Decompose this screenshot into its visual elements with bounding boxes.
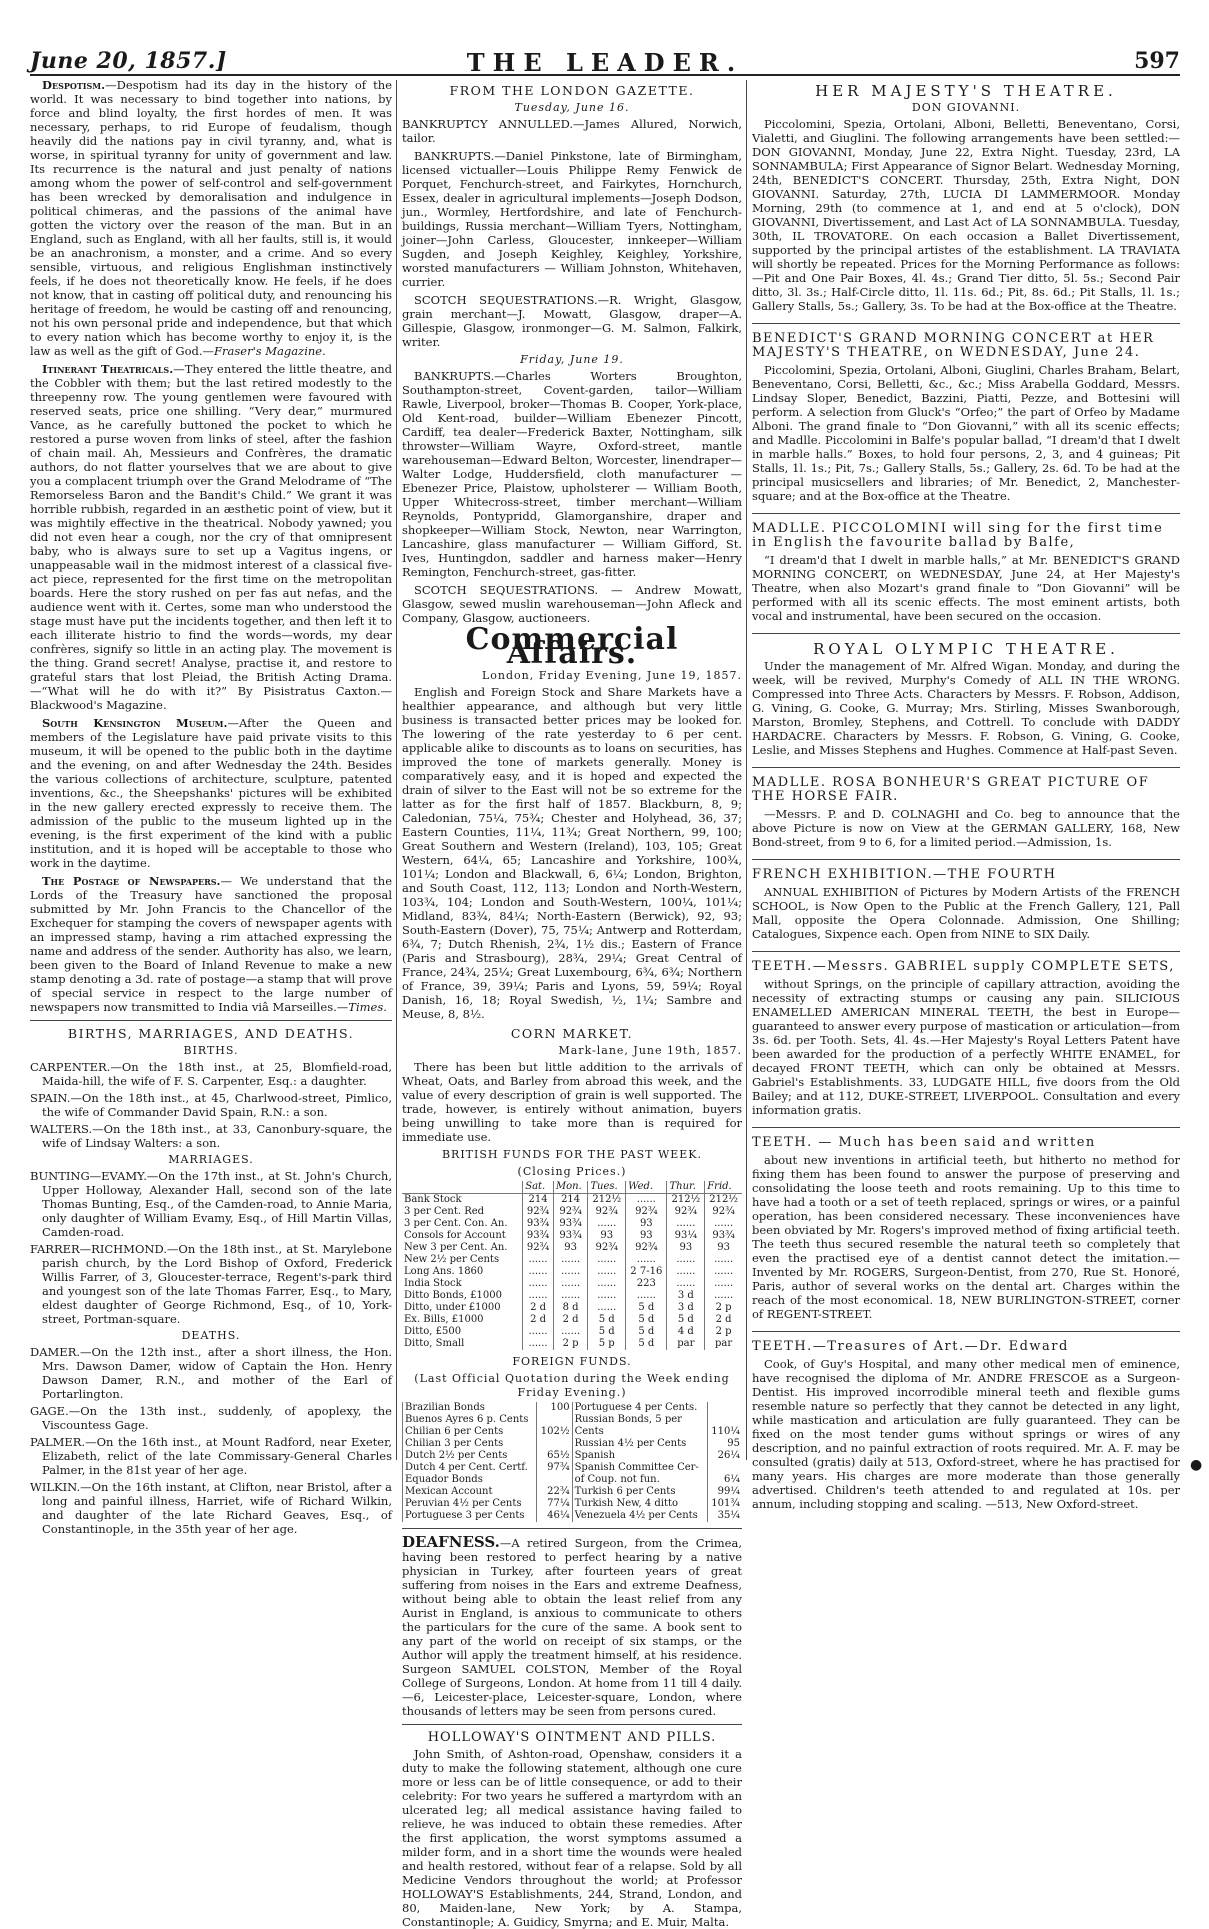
table-cell: 5 d [588, 1326, 626, 1338]
table-cell: Ditto, under £1000 [404, 1302, 501, 1313]
gazette-sequestrations: SCOTCH SEQUESTRATIONS.—R. Wright, Glasgow, grain merchant—J. Mowatt, Glasgow, draper—A. Gillespie, Glasgow, ironmonger—G. M. Salmon, Falkirk, writer. [402, 293, 742, 349]
foreign-funds-table [402, 1402, 742, 1522]
table-cell: 26¼ [707, 1450, 742, 1462]
gazette-heading: FROM THE LONDON GAZETTE. [449, 83, 695, 98]
table-cell: 93 [667, 1242, 705, 1254]
table-cell: 93 [626, 1218, 667, 1230]
table-cell: 22¾ [537, 1486, 572, 1498]
table-cell: 93 [705, 1242, 742, 1254]
ad-royal-olympic [752, 642, 1180, 768]
table-cell: 101¾ [707, 1498, 742, 1510]
table-row [403, 1498, 743, 1510]
list-item: FARRER—RICHMOND.—On the 18th inst., at St. Marylebone parish church, by the Lord Bishop of Oxford, Frederick Willis Farrer, of 3, Gloucester-terrace, Regent's-park third and youngest son of the late Thomas Farrer, Esq., to Mary, eldest daughter of George Richmond, Esq., of 10, York-street, Portman-square. [30, 1242, 392, 1326]
gazette-bankrupts: BANKRUPTS.—Daniel Pinkstone, late of Birmingham, licensed victualler—Louis Philippe Remy Fenwick de Porquet, Fenchurch-street, and Fairkytes, Hornchurch, Essex, dealer in agricultural implements—Joseph Dodson, jun., Wormley, Hertfordshire, and late of Fenchurch-buildings, Russia merchant—William Tyers, Nottingham, joiner—John Carless, Gloucester, innkeeper—William Sugden, and Joseph Keighley, Keighley, Yorkshire, worsted manufacturers — William Johnston, Whitehaven, currier. [402, 149, 742, 289]
table-cell: Chilian 6 per Cents [403, 1426, 537, 1438]
table-cell: Cents [572, 1426, 707, 1438]
ad-text: without Springs, on the principle of capillary attraction, avoiding the necessity of extracting stumps or causing any pain. SILICIOUS ENAMELLED AMERICAN MINERAL TEETH, the best in Europe—guaranteed to answer every purpose of mastication or articulation—from 3s. 6d. per Tooth. Sets, 4l. 4s.—Her Majesty's Royal Letters Patent have been awarded for the production of a perfectly WHITE ENAMEL, for decayed FRONT TEETH, which can only be obtained at Messrs. Gabriel's Establishments. 33, LUDGATE HILL, five doors from the Old Bailey; and at 112, DUKE-STREET, LIVERPOOL. Consultation and every information gratis. [752, 977, 1180, 1117]
article-postage: The Postage of Newspapers.— We understand that the Lords of the Treasury have sanctioned the proposal submitted by Mr. John Francis to the Chancellor of the Exchequer for stamping the covers of newspaper agents with an impressed stamp, having a rim attached expressing the name and address of the sender. Authority has also, we learn, been given to the Board of Inland Revenue to make a new stamp denoting a 3d. rate of postage—a stamp that will prove of special service in respect to the large number of newspapers now transmitted to India viâ Marseilles.—Times. [30, 874, 392, 1014]
table-cell: 92¾ [705, 1206, 742, 1218]
table-cell: 2 p [553, 1338, 588, 1350]
table-header-cell: Tues. [588, 1181, 626, 1194]
table-cell: 95 [707, 1438, 742, 1450]
table-cell: Ditto, Small [404, 1338, 465, 1349]
table-cell: 2 d [523, 1314, 554, 1326]
table-cell: par [705, 1338, 742, 1350]
table-cell: 92¾ [667, 1206, 705, 1218]
list-item: DAMER.—On the 12th inst., after a short illness, the Hon. Mrs. Dawson Damer, widow of Captain the Hon. Henry Dawson Damer, R.N., and mother of the Earl of Portarlington. [30, 1345, 392, 1401]
table-cell: ...... [523, 1278, 554, 1290]
ad-title: FRENCH EXHIBITION.—THE FOURTH [752, 867, 1057, 882]
list-item: BUNTING—EVAMY.—On the 17th inst., at St. John's Church, Upper Holloway, Alexander Hall, second son of the late Thomas Bunting, Esq., of the Camden-road, to Annie Maria, only daughter of William Evamy, Esq., of Hill Martin Villas, Camden-road. [30, 1169, 392, 1239]
column-1 [30, 78, 392, 1536]
table-cell: Portuguese 4 per Cents. [572, 1402, 707, 1414]
gazette-bankrupts: BANKRUPTS.—Charles Worters Broughton, Southampton-street, Covent-garden, tailor—William Rawle, Liverpool, broker—Thomas B. Cooper, York-place, Old Kent-road, builder—William Ebenezer Pincott, Cardiff, tea dealer—Frederick Baxter, Nottingham, silk throwster—William Wayre, Oxford-street, mantle warehouseman—Edward Belton, Worcester, linendraper—Walter Lodge, Huddersfield, cloth manufacturer — Ebenezer Price, Plaistow, upholsterer — William Booth, Upper Whitecross-street, timber merchant—William Reynolds, Pontypridd, Glamorganshire, draper and shopkeeper—William Stock, Newton, near Warrington, Lancashire, glass manufacturer — William Gifford, St. Ives, Huntingdon, saddler and harness maker—Henry Remington, Fenchurch-street, gas-fitter. [402, 369, 742, 579]
ad-rosa-bonheur [752, 776, 1180, 860]
table-cell: 93¾ [523, 1218, 554, 1230]
table-cell: 3 per Cent. Con. An. [404, 1218, 508, 1229]
table-cell: ...... [626, 1194, 667, 1207]
ad-title: TEETH.—Treasures of Art.—Dr. Edward [752, 1339, 1069, 1354]
table-cell: Ditto, £500 [404, 1326, 462, 1337]
table-row [402, 1206, 742, 1218]
table-row [402, 1266, 742, 1278]
table-cell: 92¾ [588, 1206, 626, 1218]
table-cell: 93¾ [523, 1230, 554, 1242]
table-cell: 99¼ [707, 1486, 742, 1498]
table-cell: Chilian 3 per Cents [403, 1438, 537, 1450]
table-cell: Russian 4½ per Cents [572, 1438, 707, 1450]
bullet-mark: ● [1190, 1457, 1203, 1473]
table-cell: Dutch 2½ per Cents [403, 1450, 537, 1462]
gazette-date: Tuesday, June 16. [514, 101, 630, 114]
foreign-funds-heading: FOREIGN FUNDS. [512, 1355, 632, 1368]
table-cell: 92¾ [523, 1206, 554, 1218]
table-cell: 3 per Cent. Red [404, 1206, 485, 1217]
table-cell: 8 d [553, 1302, 588, 1314]
table-cell: ...... [626, 1254, 667, 1266]
births-heading: BIRTHS. [183, 1044, 239, 1057]
commercial-date: London, Friday Evening, June 19, 1857. [481, 669, 742, 682]
table-cell: ...... [523, 1254, 554, 1266]
table-cell: Mexican Account [403, 1486, 537, 1498]
table-cell [537, 1414, 572, 1426]
corn-market-report: There has been but little addition to the arrivals of Wheat, Oats, and Barley from abroad this week, and the value of every description of grain is well supported. The trade, however, is entirely without animation, buyers being unwilling to take more than is required for immediate use. [402, 1060, 742, 1144]
table-cell: Dutch 4 per Cent. Certf. [403, 1462, 537, 1474]
table-row [402, 1302, 742, 1314]
ad-rogers-teeth [752, 1136, 1180, 1332]
table-cell: 5 d [626, 1338, 667, 1350]
table-cell: ...... [588, 1218, 626, 1230]
article-south-kensington: South Kensington Museum.—After the Queen and members of the Legislature have paid private visits to this museum, it will be opened to the public both in the daytime and the evening, on and after Wednesday the 24th. Besides the various collections of architecture, sculpture, patented inventions, &c., the Sheepshanks' pictures will be exhibited in the new gallery erected expressly to receive them. The admission of the public to the museum lighted up in the evening, is the first experiment of the kind with a public institution, and it is hoped will be acceptable to those who work in the daytime. [30, 716, 392, 870]
table-cell: 100 [537, 1402, 572, 1414]
table-cell: 212½ [588, 1194, 626, 1207]
table-cell: Equador Bonds [403, 1474, 537, 1486]
column-divider [396, 80, 397, 1460]
table-cell: 5 d [667, 1314, 705, 1326]
table-cell: ...... [553, 1266, 588, 1278]
issue-date: June 20, 1857.] [30, 48, 227, 74]
table-header-cell: Thur. [667, 1181, 705, 1194]
table-cell [537, 1474, 572, 1486]
table-cell: India Stock [404, 1278, 462, 1289]
table-row [402, 1290, 742, 1302]
commercial-affairs-heading: Commercial Affairs. [465, 622, 679, 671]
ad-gabriel-teeth [752, 960, 1180, 1128]
table-cell: 2 p [705, 1302, 742, 1314]
ad-title: HER MAJESTY'S THEATRE. [815, 82, 1117, 100]
ad-text: “I dream'd that I dwelt in marble halls,” at Mr. BENEDICT'S GRAND MORNING CONCERT, on WEDNESDAY, June 24, at Her Majesty's Theatre, when also Mozart's grand finale to “Don Giovanni” will be performed with all its scenic effects. The most eminent artists, both vocal and instrumental, have been secured on the occasion. [752, 553, 1180, 623]
table-cell: 3 d [667, 1290, 705, 1302]
table-cell: 5 d [626, 1326, 667, 1338]
table-cell [707, 1462, 742, 1474]
table-cell: 2 d [523, 1302, 554, 1314]
table-cell: 93¼ [667, 1230, 705, 1242]
ad-title: TEETH.—Messrs. GABRIEL supply COMPLETE SETS, [752, 959, 1175, 974]
table-cell [707, 1414, 742, 1426]
table-cell: ...... [553, 1326, 588, 1338]
ad-piccolomini [752, 522, 1180, 634]
table-cell: ...... [626, 1290, 667, 1302]
table-cell: 35¼ [707, 1510, 742, 1522]
ad-deafness: DEAFNESS.—A retired Surgeon, from the Crimea, having been restored to perfect hearing by a native physician in Turkey, after fourteen years of great suffering from noises in the Ears and extreme Deafness, without being able to obtain the least relief from any Aurist in England, is anxious to communicate to others the particulars for the cure of the same. A book sent to any part of the world on receipt of six stamps, or the Author will apply the treatment himself, at his residence. Surgeon SAMUEL COLSTON, Member of the Royal College of Surgeons, London. At home from 11 till 4 daily.—6, Leicester-place, Leicester-square, London, where thousands of letters may be seen from persons cured. [402, 1533, 742, 1718]
table-row [402, 1254, 742, 1266]
table-cell: 110¼ [707, 1426, 742, 1438]
ad-text: Piccolomini, Spezia, Ortolani, Alboni, Giuglini, Charles Braham, Belart, Beneventano, Corsi, Belletti, &c., &c.; Miss Arabella Goddard, Messrs. Lindsay Sloper, Benedict, Bazzini, Piatti, Pezze, and Bottesini will perform. A selection from Gluck's “Orfeo;” the part of Orfeo by Madame Alboni. The grand finale to “Don Giovanni,” with all its scenic effects; and Madlle. Piccolomini in Balfe's popular ballad, “I dream'd that I dwelt in marble halls.” Boxes, to hold four persons, 2, 3, and 4 guineas; Pit Stalls, 1l. 1s.; Pit, 7s.; Gallery Stalls, 5s.; Gallery, 2s. 6d. To be had at the principal musicsellers and libraries; of Mr. Benedict, 2, Manchester-square; and at the Box-office at the Theatre. [752, 363, 1180, 503]
ad-her-majestys-theatre [752, 84, 1180, 324]
table-cell: 92¾ [588, 1242, 626, 1254]
table-header-cell: Mon. [553, 1181, 588, 1194]
table-row [402, 1326, 742, 1338]
table-cell: Peruvian 4½ per Cents [403, 1498, 537, 1510]
ad-subtitle: DON GIOVANNI. [911, 101, 1021, 114]
table-cell: 4 d [667, 1326, 705, 1338]
table-cell: 93 [626, 1230, 667, 1242]
table-cell: Russian Bonds, 5 per [572, 1414, 707, 1426]
table-cell: 212½ [667, 1194, 705, 1207]
table-cell: 92¾ [626, 1242, 667, 1254]
ad-text: Piccolomini, Spezia, Ortolani, Alboni, Belletti, Beneventano, Corsi, Vialetti, and Giuglini. The following arrangements have been settled:— DON GIOVANNI, Monday, June 22, Extra Night. Tuesday, 23rd, LA SONNAMBULA; First Appearance of Signor Belart. Wednesday Morning, 24th, BENEDICT'S CONCERT. Thursday, 25th, Extra Night, DON GIOVANNI. Saturday, 27th, LUCIA DI LAMMERMOOR. Monday Morning, 29th (to commence at 1, and end at 5 o'clock), DON GIOVANNI, Divertissement, and Last Act of LA SONNAMBULA. Tuesday, 30th, IL TROVATORE. On each occasion a Ballet Divertissement, supported by the principal artistes of the establishment. LA TRAVIATA will shortly be repeated. Prices for the Morning Performance as follows:—Pit and One Pair Boxes, 4l. 4s.; Grand Tier ditto, 5l. 5s.; Second Pair ditto, 3l. 3s.; Half-Circle ditto, 1l. 11s. 6d.; Pit, 8s. 6d.; Pit Stalls, 1l. 1s.; Gallery Stalls, 5s.; Gallery, 3s. To be had at the Box-office at the Theatre. [752, 117, 1180, 313]
table-cell: 2 d [553, 1314, 588, 1326]
table-cell: ...... [588, 1290, 626, 1302]
table-header-cell: Sat. [523, 1181, 554, 1194]
table-cell: Long Ans. 1860 [404, 1266, 484, 1277]
list-item: WILKIN.—On the 16th instant, at Clifton, near Bristol, after a long and painful illness, Harriet, wife of Richard Wilkin, and daughter of the late Richard Geaves, Esq., of Constantinople, in the 35th year of her age. [30, 1480, 392, 1536]
table-row [403, 1402, 743, 1414]
table-cell: 93 [588, 1230, 626, 1242]
commercial-report: English and Foreign Stock and Share Markets have a healthier appearance, and although but very little business is transacted better prices may be looked for. The lowering of the rate yesterday to 6 per cent. applicable alike to discounts as to loans on securities, has improved the tone of markets generally. Money is comparatively easy, and it is hoped and expected the drain of silver to the East will not be so extreme for the latter as for the first half of 1857. Blackburn, 8, 9; Caledonian, 75¼, 75¾; Chester and Holyhead, 36, 37; Eastern Counties, 11¼, 11¾; Great Northern, 99, 100; Great Southern and Western (Ireland), 103, 105; Great Western, 64¼, 65; Lancashire and Yorkshire, 100¾, 101¼; London and Blackwall, 6, 6¼; London, Brighton, and South Coast, 112, 113; London and North-Western, 103¾, 104; London and South-Western, 100¼, 101¼; Midland, 83¾, 84¼; North-Eastern (Berwick), 92, 93; South-Eastern (Dover), 75, 75¼; Antwerp and Rotterdam, 6¾, 7; Dutch Rhenish, 2¾, 1½ dis.; Eastern of France (Paris and Strasbourg), 28¾, 29¼; Great Central of France, 24¾, 25¼; Great Luxembourg, 6¾, 6¾; Northern of France, 39, 39¼; Paris and Lyons, 59, 59¼; Royal Danish, 16, 18; Royal Swedish, ½, 1¼; Sambre and Meuse, 8, 8½. [402, 685, 742, 1021]
table-row [402, 1278, 742, 1290]
corn-market-date: Mark-lane, June 19th, 1857. [558, 1044, 742, 1057]
ad-frescoe-teeth [752, 1340, 1180, 1521]
list-item: PALMER.—On the 16th inst., at Mount Radford, near Exeter, Elizabeth, relict of the late Commissary-General Charles Palmer, in the 81st year of her age. [30, 1435, 392, 1477]
table-cell: ...... [523, 1326, 554, 1338]
table-cell: 2 d [705, 1314, 742, 1326]
list-item: SPAIN.—On the 18th inst., at 45, Charlwood-street, Pimlico, the wife of Commander David Spain, R.N.: a son. [30, 1091, 392, 1119]
list-item: WALTERS.—On the 18th inst., at 33, Canonbury-square, the wife of Lindsay Walters: a son. [30, 1122, 392, 1150]
table-cell: Turkish 6 per Cents [572, 1486, 707, 1498]
table-cell: ...... [588, 1302, 626, 1314]
table-cell: ...... [705, 1254, 742, 1266]
table-row [403, 1438, 743, 1450]
table-cell: 223 [626, 1278, 667, 1290]
ad-title: TEETH. — Much has been said and written [752, 1135, 1096, 1150]
table-cell: 2 7-16 [626, 1266, 667, 1278]
ad-text: Cook, of Guy's Hospital, and many other medical men of eminence, have recognised the diploma of Mr. ANDRE FRESCOE as a Surgeon-Dentist. His improved incorrodible mineral teeth and flexible gums resemble nature so perfectly that they cannot be detected in any light, while mastication and articulation are fully guaranteed. They can be fixed on the most tender gums without springs or wires of any description, and no painful extraction of roots required. Mr. A. F. may be consulted (gratis) daily at 513, Oxford-street, where he has practised for many years. His charges are more moderate than those generally advertised. Children's teeth attended to and regulated at 10s. per annum, including stopping and scaling. —513, New Oxford-street. [752, 1357, 1180, 1511]
table-cell: ...... [667, 1254, 705, 1266]
header-rule [30, 74, 1180, 76]
table-cell: 6¼ [707, 1474, 742, 1486]
table-cell: ...... [667, 1266, 705, 1278]
table-cell: ...... [588, 1278, 626, 1290]
deaths-heading: DEATHS. [181, 1329, 241, 1342]
table-row [403, 1450, 743, 1462]
table-cell: 77¼ [537, 1498, 572, 1510]
british-funds-heading: BRITISH FUNDS FOR THE PAST WEEK. [441, 1148, 703, 1161]
column-2 [402, 78, 742, 1929]
table-cell [537, 1438, 572, 1450]
table-cell: 3 d [667, 1302, 705, 1314]
table-cell: ...... [667, 1278, 705, 1290]
table-cell: ...... [553, 1254, 588, 1266]
table-cell: 212½ [705, 1194, 742, 1207]
table-row [403, 1486, 743, 1498]
table-cell: Spanish Committee Cer- [572, 1462, 707, 1474]
table-cell: 92¾ [523, 1242, 554, 1254]
table-cell: Spanish [572, 1450, 707, 1462]
column-divider [746, 80, 747, 1460]
ad-benedicts-concert [752, 332, 1180, 514]
foreign-funds-subheading: (Last Official Quotation during the Week ending Friday Evening.) [414, 1372, 730, 1399]
table-row [403, 1426, 743, 1438]
table-cell [707, 1402, 742, 1414]
table-cell: of Coup. not fun. [572, 1474, 707, 1486]
table-row [403, 1510, 743, 1522]
ad-title: ROYAL OLYMPIC THEATRE. [813, 640, 1119, 658]
table-cell: 5 p [588, 1338, 626, 1350]
table-cell: ...... [588, 1266, 626, 1278]
table-cell: Bank Stock [404, 1194, 462, 1205]
table-header-cell [402, 1181, 523, 1194]
table-cell: Brazilian Bonds [403, 1402, 537, 1414]
table-cell: ...... [705, 1290, 742, 1302]
table-cell: ...... [523, 1338, 554, 1350]
gazette-date: Friday, June 19. [520, 353, 624, 366]
corn-market-heading: CORN MARKET. [510, 1026, 634, 1041]
divider [402, 1528, 742, 1529]
table-cell: ...... [588, 1254, 626, 1266]
bmd-heading: BIRTHS, MARRIAGES, AND DEATHS. [67, 1026, 355, 1041]
table-cell: 214 [523, 1194, 554, 1207]
table-cell: 65½ [537, 1450, 572, 1462]
table-row [402, 1242, 742, 1254]
marriages-heading: MARRIAGES. [168, 1153, 254, 1166]
table-cell: 5 d [588, 1314, 626, 1326]
table-row [403, 1414, 743, 1426]
table-cell: ...... [553, 1290, 588, 1302]
table-cell: 97¾ [537, 1462, 572, 1474]
table-cell: 93 [553, 1242, 588, 1254]
newspaper-title: THE LEADER. [466, 48, 744, 77]
list-item: GAGE.—On the 13th inst., suddenly, of apoplexy, the Viscountess Gage. [30, 1404, 392, 1432]
table-cell: 46¼ [537, 1510, 572, 1522]
table-cell: 5 d [626, 1302, 667, 1314]
table-header-cell: Frid. [705, 1181, 742, 1194]
ad-text: about new inventions in artificial teeth, but hitherto no method for fixing them has been found to answer the purpose of preserving and consolidating the loose teeth and roots remaining. Up to this time to have had a tooth or a set of teeth replaced, springs or wires, or a painful operation, has been considered necessary. These inconveniences have been obviated by Mr. Rogers's improved method of fixing artificial teeth. The teeth thus secured resemble the natural teeth so completely that even the practised eye of a dentist cannot detect the imitation.—Invented by Mr. ROGERS, Surgeon-Dentist, from 270, Rue St. Honoré, Paris, author of several works on the dental art. Charges within the reach of the most economical. 18, NEW BURLINGTON-STREET, corner of REGENT-STREET. [752, 1153, 1180, 1321]
british-funds-table [402, 1181, 742, 1350]
table-cell: 214 [553, 1194, 588, 1207]
table-row [402, 1218, 742, 1230]
table-cell: ...... [553, 1278, 588, 1290]
table-row [402, 1230, 742, 1242]
column-3 [752, 78, 1180, 1511]
british-funds-subheading: (Closing Prices.) [517, 1165, 627, 1178]
table-cell: Ditto Bonds, £1000 [404, 1290, 502, 1301]
table-cell: Turkish New, 4 ditto [572, 1498, 707, 1510]
ad-text: Under the management of Mr. Alfred Wigan. Monday, and during the week, will be revived, Murphy's Comedy of ALL IN THE WRONG. Compressed into Three Acts. Characters by Messrs. F. Robson, Addison, G. Vining, G. Cooke, G. Murray; Mrs. Stirling, Misses Swanborough, Marston, Bromley, Stephens, and Cottrell. To conclude with DADDY HARDACRE. Characters by Messrs. F. Robson, G. Vining, G. Cooke, Leslie, and Misses Stephens and Hughes. Commence at Half-past Seven. [752, 659, 1180, 757]
table-cell: 102½ [537, 1426, 572, 1438]
table-cell: New 2½ per Cents [404, 1254, 500, 1265]
ad-holloway-text: John Smith, of Ashton-road, Openshaw, considers it a duty to make the following statement, although one cure more or less can be of little consequence, or add to their celebrity: For two years he suffered a martyrdom with an ulcerated leg; all medical assistance having failed to relieve, he was induced to obtain these remedies. After the first application, the worst symptoms assumed a milder form, and in a short time the wounds were healed and health restored, without fear of a relapse. Sold by all Medicine Vendors throughout the world; at Professor HOLLOWAY'S Establishments, 244, Strand, London, and 80, Maiden-lane, New York; by A. Stampa, Constantinople; A. Guidicy, Smyrna; and E. Muir, Malta. [402, 1747, 742, 1929]
table-header-cell: Wed. [626, 1181, 667, 1194]
table-cell: ...... [705, 1278, 742, 1290]
table-cell: Venezuela 4½ per Cents [572, 1510, 707, 1522]
table-cell: Portuguese 3 per Cents [403, 1510, 537, 1522]
table-row [402, 1194, 742, 1207]
list-item: CARPENTER.—On the 18th inst., at 25, Blomfield-road, Maida-hill, the wife of F. S. Carpenter, Esq.: a daughter. [30, 1060, 392, 1088]
table-cell: 92¾ [626, 1206, 667, 1218]
page-number: 597 [1134, 48, 1180, 74]
ad-text: —Messrs. P. and D. COLNAGHI and Co. beg to announce that the above Picture is now on View at the GERMAN GALLERY, 168, New Bond-street, from 9 to 6, for a limited period.—Admission, 1s. [752, 807, 1180, 849]
table-cell: ...... [523, 1290, 554, 1302]
gazette-annulled: BANKRUPTCY ANNULLED.—James Allured, Norwich, tailor. [402, 117, 742, 145]
page-header [30, 44, 1180, 77]
divider [402, 1724, 742, 1725]
article-itinerant-theatricals: Itinerant Theatricals.—They entered the little theatre, and the Cobbler with them; but the last retired modestly to the threepenny row. The young gentlemen were favoured with reserved seats, price one shilling. “Very dear,” murmured Vance, as he carefully buttoned the pocket to which he restored a purse woven from links of steel, after the fashion of chain mail. Ah, Messieurs and Confrères, the dramatic authors, do not flatter yourselves that we are about to give you a complacent triumph over the Grand Melodrame of “The Remorseless Baron and the Bandit's Child.” We grant it was horrible rubbish, regarded in an æsthetic point of view, but it was mightily effective in the theatrical. Nobody yawned; you did not even hear a cough, nor the cry of that omnipresent baby, who is always sure to set up a Vagitus ingens, or unappeasable wail in the midmost interest of a classical five-act piece, represented for the first time on the metropolitan boards. Here the story rushed on per fas aut nefas, and the audience went with it. Certes, some man who understood the stage must have put the incidents together, and then left it to each illiterate histrio to find the words—words, my dear confrères, signify so little in an acting play. The movement is the thing. Grand secret! Analyse, practise it, and restore to grateful stars that lost Pleiad, the British Acting Drama.—“What will he do with it?” By Pisistratus Caxton.—Blackwood's Magazine. [30, 362, 392, 712]
table-cell: ...... [705, 1218, 742, 1230]
table-cell: 93¾ [553, 1218, 588, 1230]
table-cell: New 3 per Cent. An. [404, 1242, 508, 1253]
ad-title: MADLLE. PICCOLOMINI will sing for the first time in English the favourite ballad by Balfe, [752, 521, 1164, 550]
ad-title: BENEDICT'S GRAND MORNING CONCERT at HER MAJESTY'S THEATRE, on WEDNESDAY, June 24. [752, 331, 1155, 360]
ad-holloway-title: HOLLOWAY'S OINTMENT AND PILLS. [427, 1730, 717, 1745]
table-cell: Buenos Ayres 6 p. Cents [403, 1414, 537, 1426]
table-cell: Consols for Account [404, 1230, 506, 1241]
table-row [403, 1474, 743, 1486]
table-cell: 93¾ [705, 1230, 742, 1242]
table-row [403, 1462, 743, 1474]
ad-french-exhibition [752, 868, 1180, 952]
table-cell: Ex. Bills, £1000 [404, 1314, 484, 1325]
table-cell: 5 d [626, 1314, 667, 1326]
table-row [402, 1314, 742, 1326]
table-cell: ...... [523, 1266, 554, 1278]
ad-title: MADLLE. ROSA BONHEUR'S GREAT PICTURE OF THE HORSE FAIR. [752, 775, 1150, 804]
table-cell: par [667, 1338, 705, 1350]
table-cell: ...... [667, 1218, 705, 1230]
table-cell: 93¾ [553, 1230, 588, 1242]
table-cell: 2 p [705, 1326, 742, 1338]
divider [30, 1020, 392, 1021]
gazette-sequestrations: SCOTCH SEQUESTRATIONS. — Andrew Mowatt, Glasgow, sewed muslin warehouseman—John Afleck and Company, Glasgow, auctioneers. [402, 583, 742, 625]
table-cell: ...... [705, 1266, 742, 1278]
table-cell: 92¾ [553, 1206, 588, 1218]
article-despotism: Despotism.—Despotism had its day in the history of the world. It was necessary to bind together into nations, by force and blind loyalty, the first hordes of men. It was necessary, perhaps, to rid Europe of feudalism, though heavily did the nations pay in civil tyranny, and, what is worse, in spiritual tyranny for unity of government and law. Its recurrence is the natural and just penalty of nations among whom the power of self-control and self-government has been wrecked by demoralisation and indulgence in political chimeras, and the passions of the animal have gotten the victory over the reason of the man. But in an England, such as England, with all her faults, still is, it would be an anachronism, a monster, and a crime. And so every sensible, virtuous, and religious Englishman instinctively feels, if he does not theoretically know. He feels, if he does not know, that in casting off political duty, and renouncing his heritage of freedom, he would be casting off and renouncing, not his own personal pride and independence, but that which to every nation which has become worthy to enjoy it, is the law as well as the gift of God.—Fraser's Magazine. [30, 78, 392, 358]
table-row [402, 1338, 742, 1350]
ad-text: ANNUAL EXHIBITION of Pictures by Modern Artists of the FRENCH SCHOOL, is Now Open to the Public at the French Gallery, 121, Pall Mall, opposite the Opera Colonnade. Admission, One Shilling; Catalogues, Sixpence each. Open from NINE to SIX Daily. [752, 885, 1180, 941]
